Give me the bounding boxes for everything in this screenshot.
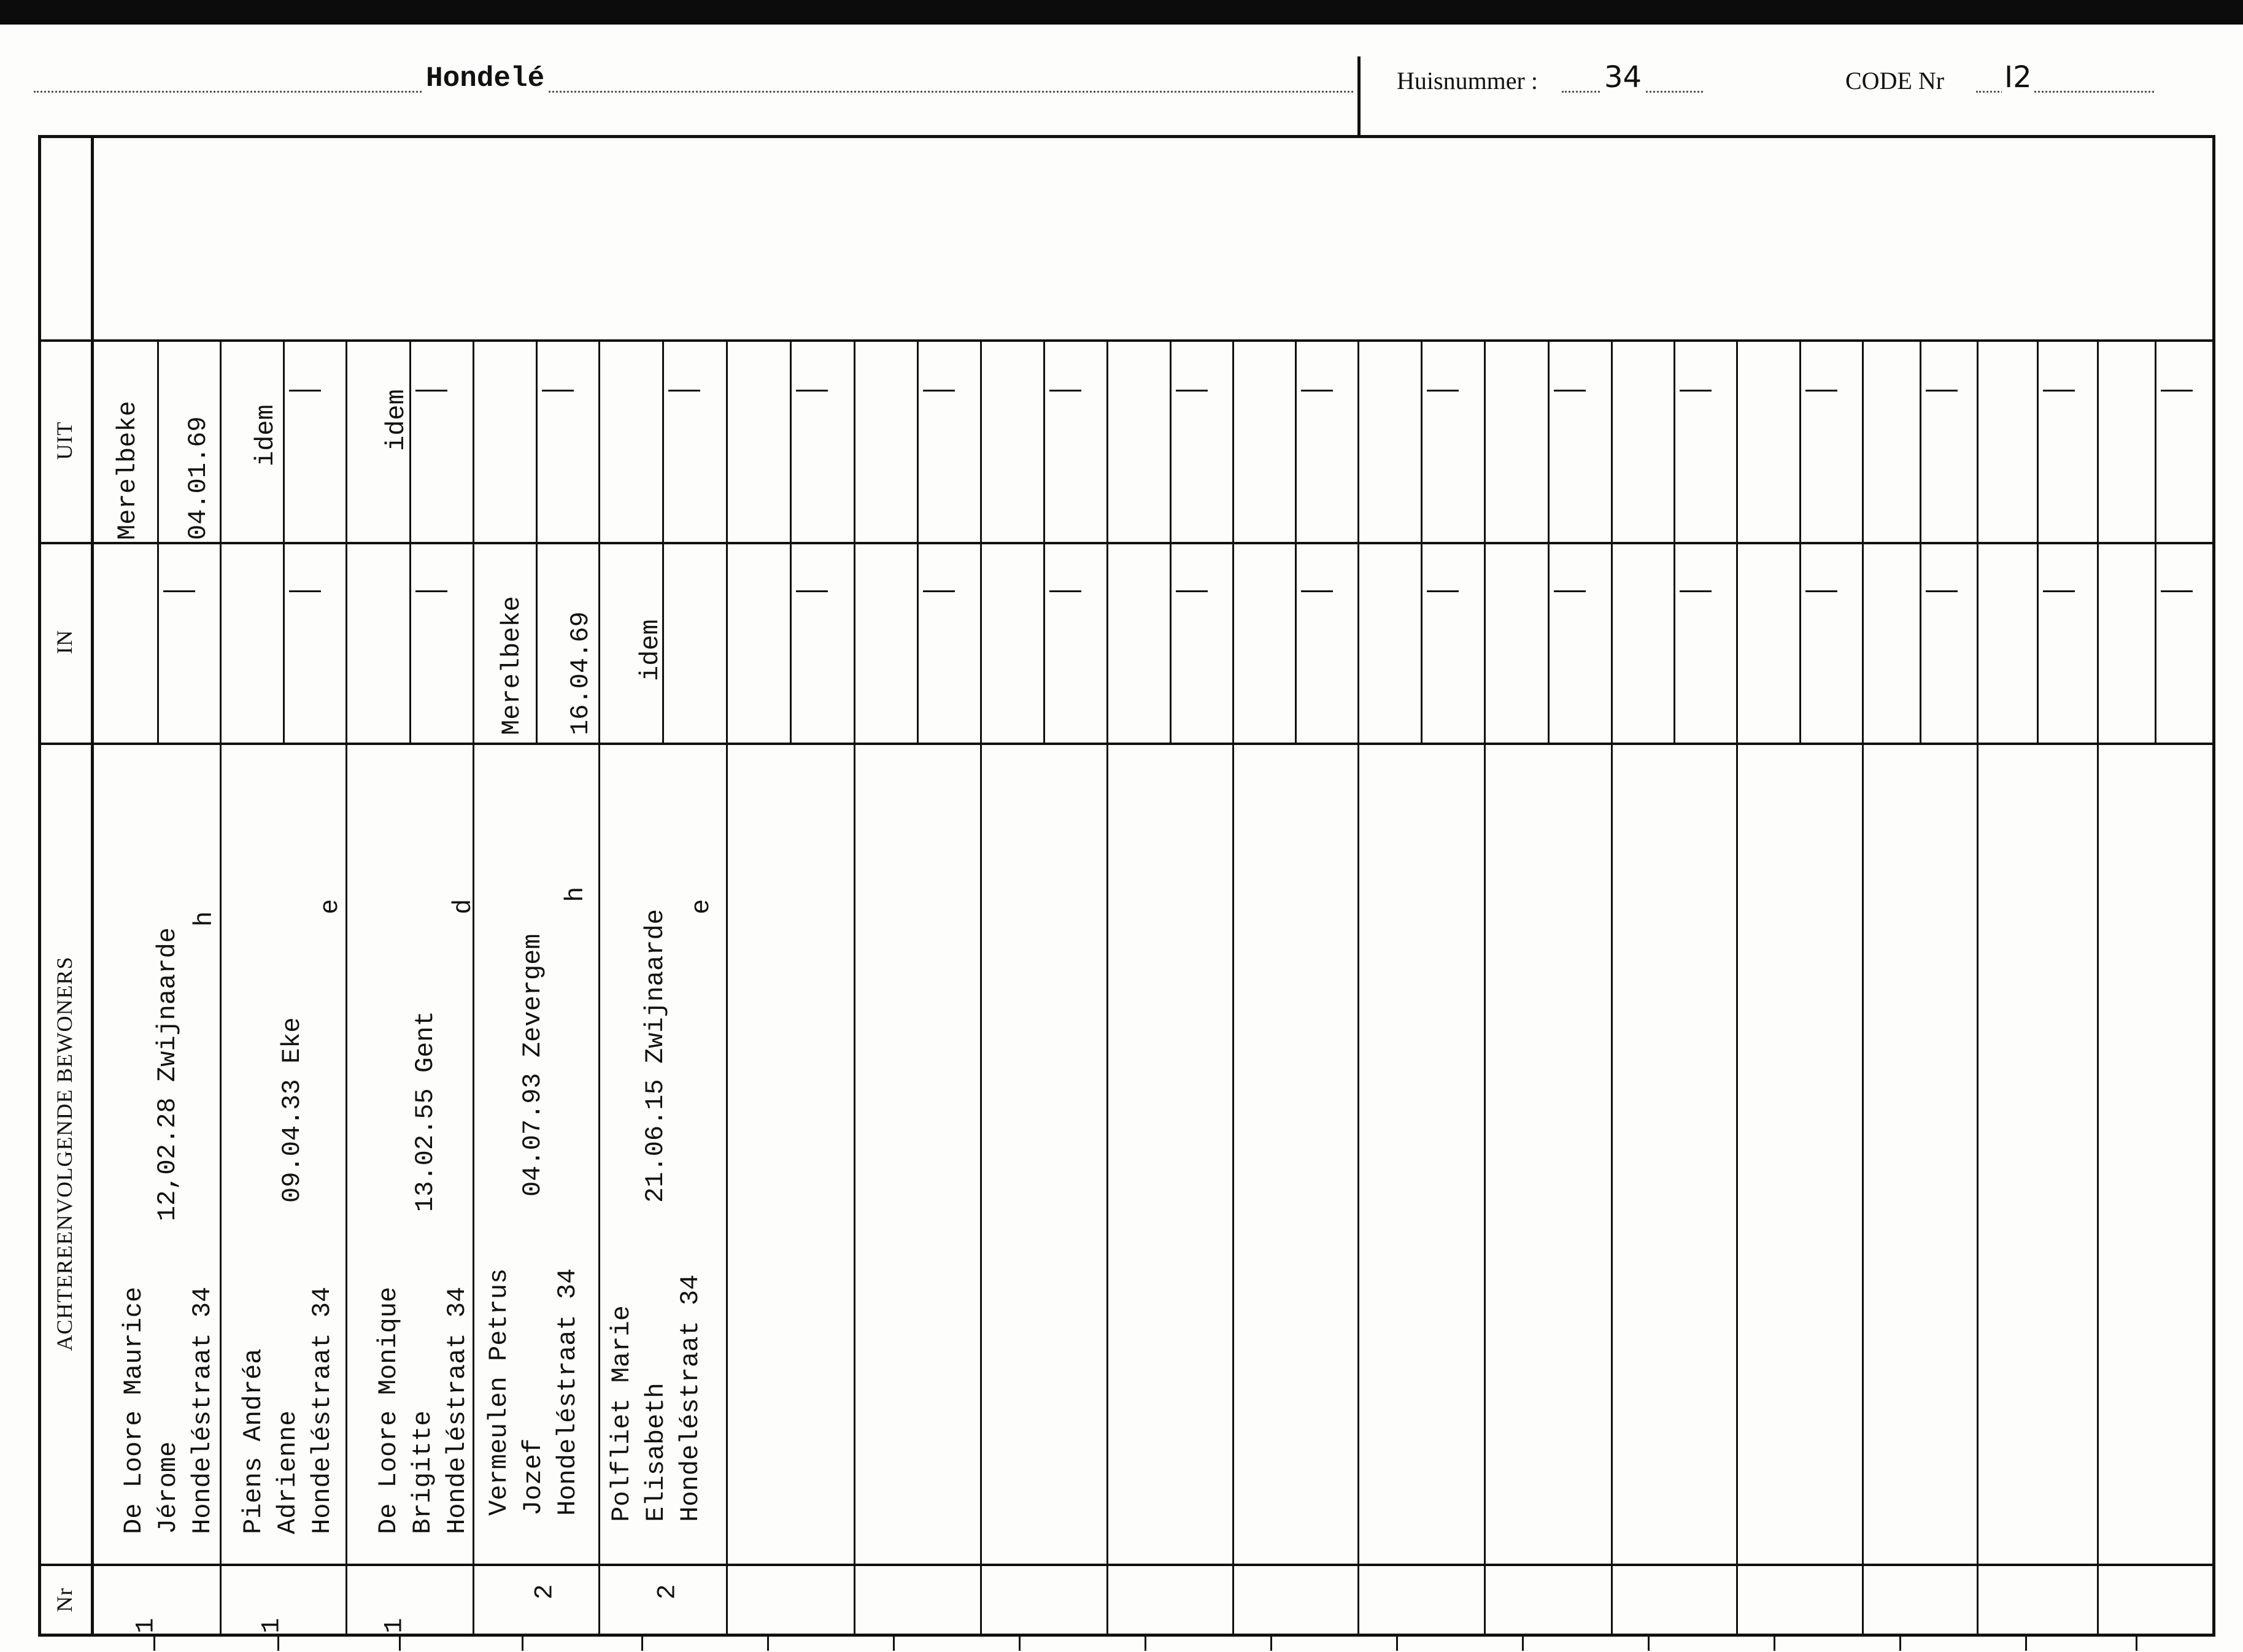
resident-5-birth: 21.06.15 Zwijnaarde: [641, 909, 670, 1203]
empty-cell-dash: [2043, 390, 2075, 392]
bottom-tick: [1270, 1635, 1272, 1651]
uit-subdivider: [536, 339, 538, 542]
column-divider: [346, 339, 347, 1635]
row-divider-nr-top: [38, 1564, 2215, 1566]
empty-cell-dash: [1427, 590, 1459, 592]
resident-2-birth: 09.04.33 Eke: [277, 1017, 307, 1203]
bottom-tick: [1019, 1635, 1021, 1651]
resident-2-mark: e: [315, 898, 345, 914]
resident-2-nr: 1: [257, 1618, 287, 1634]
empty-cell-dash: [1049, 590, 1081, 592]
uit-subdivider: [1799, 339, 1801, 542]
uit-subdivider: [1170, 339, 1172, 542]
column-divider: [726, 339, 728, 1635]
empty-cell-dash: [923, 590, 955, 592]
resident-2-firstname: Adrienne: [273, 1410, 303, 1534]
uit-subdivider: [1920, 339, 1921, 542]
resident-5-nr: 2: [652, 1584, 682, 1600]
empty-cell-dash: [2161, 590, 2193, 592]
resident-3-nr: 1: [379, 1618, 409, 1634]
resident-5-name: [604, 1275, 708, 1522]
bottom-tick: [1396, 1635, 1398, 1651]
empty-cell-dash: [796, 390, 828, 392]
in-subdivider: [1920, 542, 1921, 743]
in-subdivider: [409, 542, 411, 743]
uit-subdivider: [917, 339, 919, 542]
column-divider: [1977, 339, 1979, 1635]
bottom-tick: [767, 1635, 769, 1651]
empty-cell-dash: [415, 390, 447, 392]
in-subdivider: [283, 542, 285, 743]
bottom-tick: [522, 1635, 523, 1651]
column-divider: [598, 339, 600, 1635]
residents-label: ACHTEREENVOLGENDE BEWONERS: [52, 956, 77, 1351]
resident-4-firstname: Jozef: [519, 1438, 548, 1516]
in-subdivider: [917, 542, 919, 743]
uit-subdivider: [283, 339, 285, 542]
column-divider: [1736, 339, 1738, 1635]
row-divider-in-top: [38, 542, 2215, 544]
bottom-tick: [2136, 1635, 2137, 1651]
resident-1-birth: 12,02.28 Zwijnaarde: [153, 927, 182, 1221]
in-subdivider: [1043, 542, 1045, 743]
empty-cell-dash: [163, 590, 195, 592]
bottom-tick: [153, 1635, 155, 1651]
empty-cell-dash: [289, 590, 321, 592]
house-number-label: Huisnummer :: [1394, 66, 1540, 95]
empty-cell-dash: [1680, 390, 1712, 392]
empty-cell-dash: [1805, 390, 1837, 392]
resident-5-address: Hondeléstraat 34: [676, 1274, 705, 1522]
in-subdivider: [1170, 542, 1172, 743]
nr-label: Nr: [52, 1588, 77, 1612]
in-subdivider: [1799, 542, 1801, 743]
in-subdivider: [157, 542, 159, 743]
bottom-tick: [2025, 1635, 2027, 1651]
column-divider: [1357, 339, 1359, 1635]
resident-1-uit-place: Merelbeke: [113, 401, 142, 540]
resident-3-uit-place: idem: [382, 389, 411, 451]
bottom-tick: [1648, 1635, 1650, 1651]
uit-subdivider: [157, 339, 159, 542]
empty-cell-dash: [1049, 390, 1081, 392]
resident-4-birth: 04.07.93 Zevergem: [518, 933, 547, 1197]
column-divider: [980, 339, 982, 1635]
bottom-tick: [399, 1635, 401, 1651]
column-divider: [1862, 339, 1864, 1635]
resident-4-in-date: 16.04.69: [566, 611, 595, 735]
resident-1-mark: h: [190, 911, 219, 927]
in-subdivider: [2155, 542, 2156, 743]
empty-cell-dash: [1554, 390, 1586, 392]
empty-cell-dash: [796, 590, 828, 592]
uit-label: UIT: [52, 421, 77, 460]
resident-4-in-place: Merelbeke: [497, 596, 527, 735]
uit-subdivider: [1043, 339, 1045, 542]
resident-1-name: [117, 1276, 220, 1534]
resident-4-name: [482, 1268, 585, 1516]
empty-cell-dash: [289, 390, 321, 392]
empty-cell-dash: [1301, 590, 1333, 592]
resident-5-firstname: Elisabeth: [641, 1383, 671, 1522]
resident-4-mark: h: [561, 886, 590, 902]
resident-4-nr: 2: [530, 1584, 560, 1600]
uit-subdivider: [1548, 339, 1550, 542]
column-divider: [854, 339, 855, 1635]
scan-top-edge: [0, 0, 2243, 25]
resident-3-surname: De Loore Monique: [374, 1286, 403, 1534]
resident-3-birth: 13.02.55 Gent: [411, 1011, 440, 1212]
bottom-tick: [1145, 1635, 1146, 1651]
resident-5-surname: Polfliet Marie: [607, 1305, 636, 1522]
resident-4-address: Hondeléstraat 34: [553, 1268, 582, 1516]
resident-5-mark: e: [687, 898, 716, 914]
empty-cell-dash: [1926, 390, 1958, 392]
column-divider: [220, 339, 222, 1635]
resident-1-uit-date: 04.01.69: [183, 416, 213, 540]
resident-2-uit-place: idem: [251, 404, 280, 466]
uit-subdivider: [2037, 339, 2039, 542]
empty-cell-dash: [1926, 590, 1958, 592]
empty-cell-dash: [923, 390, 955, 392]
column-divider: [1106, 339, 1108, 1635]
empty-cell-dash: [415, 590, 447, 592]
in-subdivider: [1295, 542, 1297, 743]
in-subdivider: [790, 542, 792, 743]
bottom-tick: [641, 1635, 643, 1651]
empty-cell-dash: [2161, 390, 2193, 392]
empty-cell-dash: [1176, 390, 1208, 392]
in-subdivider: [2037, 542, 2039, 743]
resident-2-surname: Piens Andréa: [239, 1348, 268, 1534]
bottom-tick: [893, 1635, 895, 1651]
uit-subdivider: [790, 339, 792, 542]
empty-cell-dash: [1680, 590, 1712, 592]
empty-cell-dash: [1805, 590, 1837, 592]
resident-1-surname: De Loore Maurice: [119, 1286, 149, 1534]
resident-2-name: [236, 1287, 339, 1534]
in-subdivider: [536, 542, 538, 743]
street-dotted-line: [34, 91, 1353, 93]
code-number-label: CODE Nr: [1843, 66, 1947, 95]
resident-2-address: Hondeléstraat 34: [307, 1286, 337, 1534]
in-label: IN: [52, 630, 77, 654]
uit-subdivider: [1421, 339, 1423, 542]
code-number-value: I2: [2002, 60, 2034, 95]
in-subdivider: [1674, 542, 1675, 743]
empty-cell-dash: [1427, 390, 1459, 392]
label-column-divider: [91, 136, 94, 1635]
resident-4-surname: Vermeulen Petrus: [484, 1268, 514, 1516]
column-divider: [1611, 339, 1613, 1635]
resident-5-in-place: idem: [636, 619, 665, 681]
bottom-tick: [1522, 1635, 1524, 1651]
in-subdivider: [1421, 542, 1423, 743]
bottom-tick: [1774, 1635, 1775, 1651]
in-subdivider: [1548, 542, 1550, 743]
register-table: [38, 135, 2215, 1637]
empty-cell-dash: [1301, 390, 1333, 392]
empty-cell-dash: [542, 390, 574, 392]
resident-3-firstname: Brigitte: [408, 1410, 438, 1534]
empty-cell-dash: [1176, 590, 1208, 592]
uit-subdivider: [1674, 339, 1675, 542]
empty-cell-dash: [2043, 590, 2075, 592]
resident-3-name: [371, 1287, 474, 1534]
resident-1-firstname: Jérome: [153, 1441, 183, 1534]
column-divider: [1484, 339, 1486, 1635]
row-divider-residents-top: [38, 743, 2215, 745]
uit-subdivider: [2155, 339, 2156, 542]
header-separator: [1357, 56, 1361, 136]
resident-1-nr: 1: [131, 1618, 161, 1634]
resident-1-address: Hondeléstraat 34: [188, 1286, 217, 1534]
empty-cell-dash: [1554, 590, 1586, 592]
row-divider-uit-top: [38, 339, 2215, 342]
resident-3-address: Hondeléstraat 34: [442, 1286, 472, 1534]
uit-subdivider: [1295, 339, 1297, 542]
column-divider: [2097, 339, 2099, 1635]
column-divider: [1232, 339, 1234, 1635]
resident-3-mark: d: [449, 898, 478, 914]
empty-cell-dash: [668, 390, 700, 392]
uit-subdivider: [662, 339, 664, 542]
street-name: Hondelé: [423, 63, 547, 95]
bottom-tick: [277, 1635, 279, 1651]
house-number-value: 34: [1602, 60, 1644, 95]
bottom-tick: [1899, 1635, 1901, 1651]
